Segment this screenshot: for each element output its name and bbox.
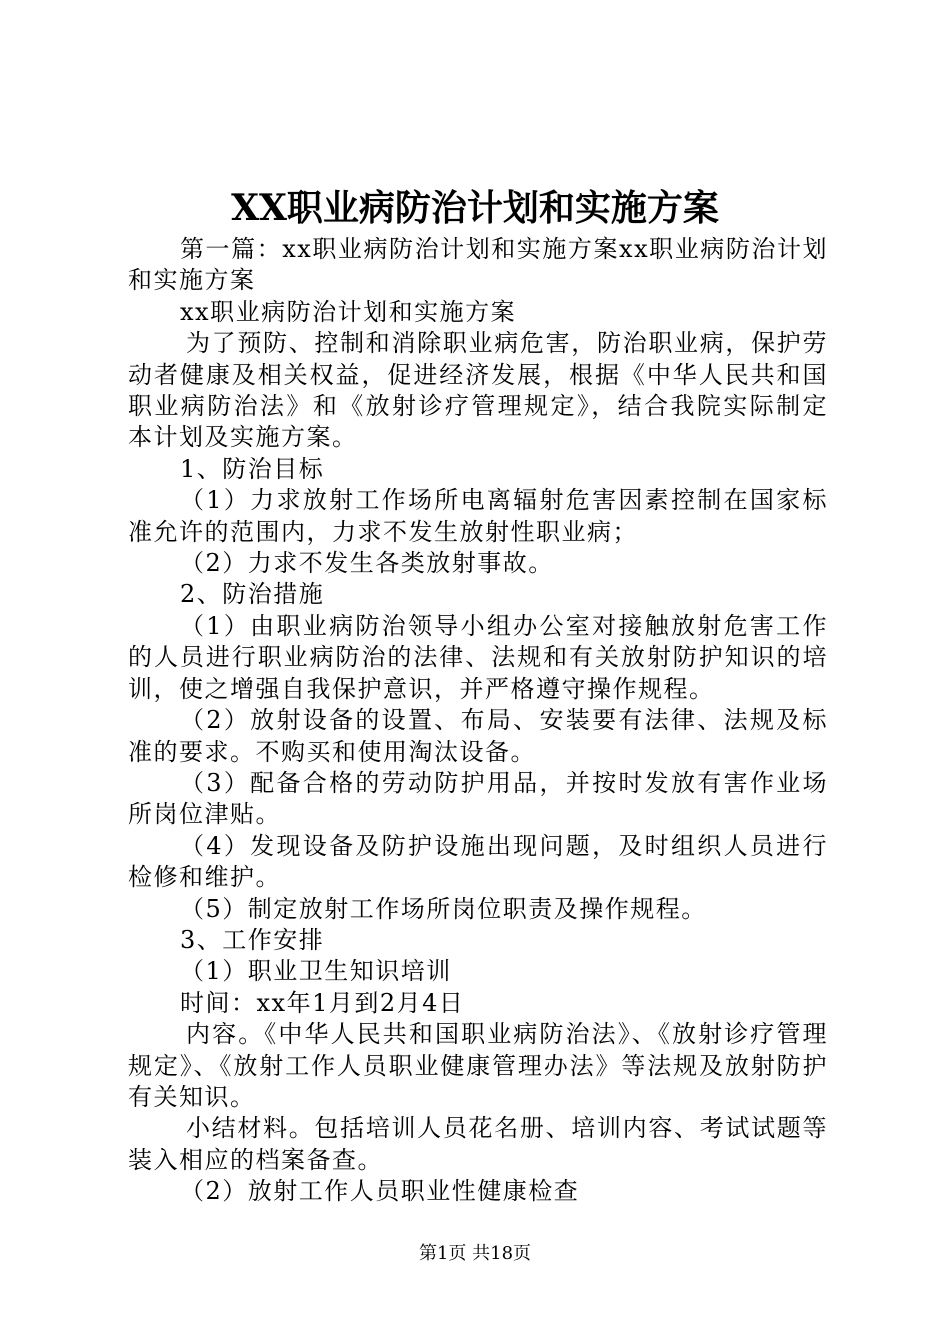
document-body (128, 234, 828, 1208)
paragraph: （4）发现设备及防护设施出现问题，及时组织人员进行检修和维护。 (128, 831, 828, 892)
paragraph: （1）力求放射工作场所电离辐射危害因素控制在国家标准允许的范围内，力求不发生放射性职业病； (128, 486, 828, 546)
paragraph: （2）放射工作人员职业性健康检查 (180, 1177, 580, 1206)
paragraph: 内容。《中华人民共和国职业病防治法》、《放射诊疗管理规定》、《放射工作人员职业健康管理办法》等法规及放射防护有关知识。 (128, 1020, 828, 1111)
section-heading: 2、防治措施 (180, 580, 325, 609)
section-heading: 3、工作安排 (180, 925, 325, 954)
paragraph: 第一篇：xx职业病防治计划和实施方案xx职业病防治计划和实施方案 (128, 235, 828, 295)
paragraph: （2）力求不发生各类放射事故。 (180, 549, 554, 578)
paragraph: （5）制定放射工作场所岗位职责及操作规程。 (180, 894, 707, 923)
paragraph: （1）职业卫生知识培训 (180, 957, 452, 986)
page-footer: 第1页 共18页 (418, 1243, 532, 1264)
paragraph: （2）放射设备的设置、布局、安装要有法律、法规及标准的要求。不购买和使用淘汰设备。 (128, 706, 828, 766)
document-title: XX职业病防治计划和实施方案 (231, 187, 719, 229)
paragraph: （1）由职业病防治领导小组办公室对接触放射危害工作的人员进行职业病防治的法律、法规和有关放射防护知识的培训，使之增强自我保护意识，并严格遵守操作规程。 (128, 611, 828, 703)
paragraph: 为了预防、控制和消除职业病危害，防治职业病，保护劳动者健康及相关权益，促进经济发展，根据《中华人民共和国职业病防治法》和《放射诊疗管理规定》，结合我院实际制定本计划及实施方案。 (128, 329, 828, 452)
paragraph: xx职业病防治计划和实施方案 (180, 297, 517, 326)
paragraph: 小结材料。包括培训人员花名册、培训内容、考试试题等装入相应的档案备查。 (128, 1114, 828, 1174)
paragraph: （3）配备合格的劳动防护用品，并按时发放有害作业场所岗位津贴。 (128, 768, 828, 829)
paragraph: 时间：xx年1月到2月4日 (180, 988, 465, 1017)
section-heading: 1、防治目标 (180, 454, 325, 483)
